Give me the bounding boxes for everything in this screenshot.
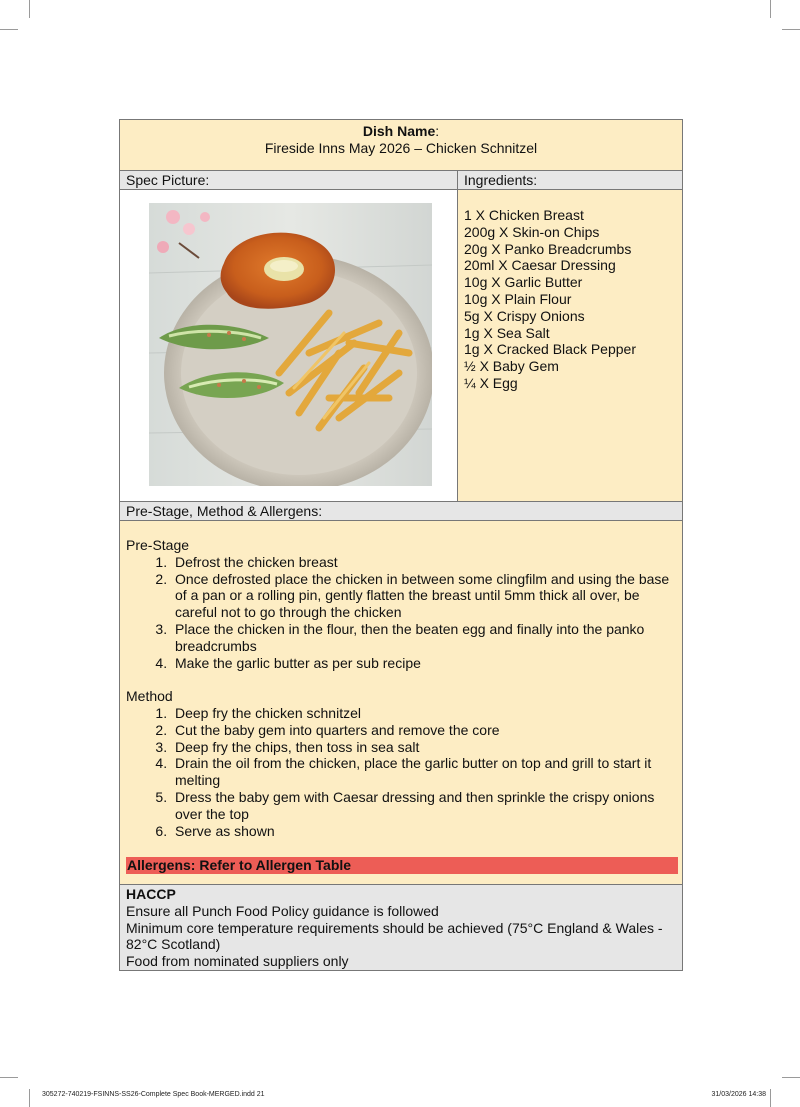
crop-mark <box>0 29 18 30</box>
ingredient-item: ¼ X Egg <box>464 374 518 391</box>
crop-mark <box>770 0 771 18</box>
crop-mark <box>29 1089 30 1107</box>
picture-ingredients-row <box>120 190 682 502</box>
ingredient-item: 5g X Crispy Onions <box>464 307 585 324</box>
ingredient-item: 10g X Plain Flour <box>464 290 572 307</box>
crop-mark <box>0 1077 18 1078</box>
prestage-step: 4. Make the garlic butter as per sub recipe <box>171 655 682 672</box>
prestage-step: 2. Once defrosted place the chicken in between some clingfilm and using the base of a pan or a rolling pin, gently flatten the breast until 5mm thick all over, be careful not to go through the chicken <box>171 571 682 621</box>
dish-name-label: Dish Name <box>362 123 436 139</box>
haccp-line: Ensure all Punch Food Policy guidance is followed <box>126 902 439 919</box>
crop-mark <box>782 29 800 30</box>
ingredient-item: 1g X Cracked Black Pepper <box>464 341 636 358</box>
prestage-method-section <box>120 521 682 885</box>
method-steps <box>126 705 682 839</box>
method-step: 5. Dress the baby gem with Caesar dressing and then sprinkle the crispy onions over the top <box>171 789 682 823</box>
crop-mark <box>770 1089 771 1107</box>
spec-sheet <box>119 119 683 971</box>
allergens-banner: Allergens: Refer to Allergen Table <box>126 857 678 874</box>
prestage-steps <box>126 554 682 672</box>
footer-file-info: 305272-740219-FSINNS-SS26-Complete Spec Book-MERGED.indd 21 <box>42 1091 265 1098</box>
dish-name: Fireside Inns May 2026 – Chicken Schnitzel <box>264 140 538 156</box>
method-step: 2. Cut the baby gem into quarters and remove the core <box>171 722 682 739</box>
ingredients-label: Ingredients: <box>464 172 538 188</box>
method-step: 3. Deep fry the chips, then toss in sea salt <box>171 739 682 756</box>
prestage-title: Pre-Stage <box>126 537 190 553</box>
prestage-step: 1. Defrost the chicken breast <box>171 554 682 571</box>
ingredient-item: 1 X Chicken Breast <box>464 207 584 223</box>
footer-timestamp: 31/03/2026 14:38 <box>711 1091 766 1098</box>
method-step: 4. Drain the oil from the chicken, place the garlic butter on top and grill to start it melting <box>171 755 682 789</box>
haccp-title: HACCP <box>126 886 176 902</box>
spec-picture-label: Spec Picture: <box>120 171 458 189</box>
ingredient-item: 10g X Garlic Butter <box>464 274 583 291</box>
ingredient-item: 20g X Panko Breadcrumbs <box>464 240 632 257</box>
spec-picture-cell <box>120 190 458 501</box>
ingredient-item: 1g X Sea Salt <box>464 324 550 341</box>
haccp-section <box>120 885 682 970</box>
haccp-line: Minimum core temperature requirements should be achieved (75°C England & Wales - 82°C Scotland) <box>126 919 663 953</box>
dish-title-row: Dish Name: Fireside Inns May 2026 – Chicken Schnitzel <box>120 120 682 171</box>
method-step: 1. Deep fry the chicken schnitzel <box>171 705 682 722</box>
crop-mark <box>782 1077 800 1078</box>
dish-photo <box>149 203 432 486</box>
picture-ingredients-header <box>120 171 682 190</box>
prestage-method-header: Pre-Stage, Method & Allergens: <box>120 502 682 521</box>
prestage-step: 3. Place the chicken in the flour, then the beaten egg and finally into the panko breadcrumbs <box>171 621 682 655</box>
ingredient-item: 200g X Skin-on Chips <box>464 223 600 240</box>
method-step: 6. Serve as shown <box>171 823 682 840</box>
haccp-line: Food from nominated suppliers only <box>126 953 349 970</box>
ingredients-list <box>458 190 636 501</box>
method-title: Method <box>126 688 173 705</box>
ingredient-item: 20ml X Caesar Dressing <box>464 257 616 274</box>
crop-mark <box>29 0 30 18</box>
ingredient-item: ½ X Baby Gem <box>464 358 559 375</box>
